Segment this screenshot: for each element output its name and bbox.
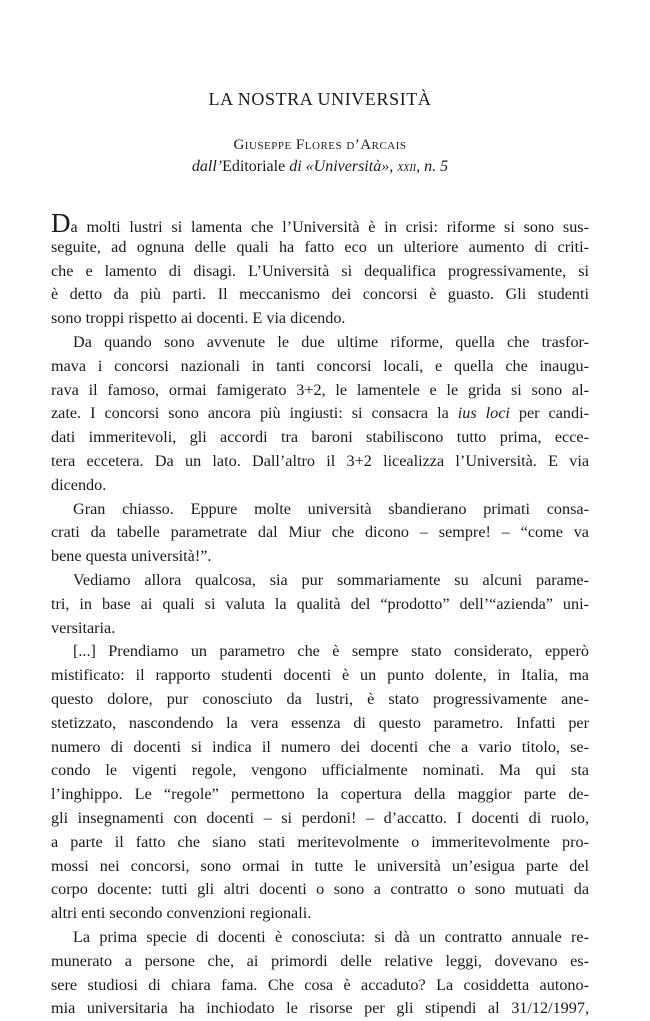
body-line: l’inghippo. Le “regole” permettono la copertura della maggior parte de- xyxy=(51,785,589,804)
source-number: , n. 5 xyxy=(416,158,449,175)
body-line: questo dolore, pur conosciuto da lustri, è stato progressivamente ane- xyxy=(51,689,589,708)
body-line: crati da tabelle parametrate dal Miur che dicono – sempre! – “come va xyxy=(51,523,589,542)
body-line: tri, in base ai quali si valuta la qualità del “prodotto” dell’“azienda” uni- xyxy=(51,594,589,613)
body-line: bene questa università!”. xyxy=(51,547,212,566)
body-line: stetizzato, nascondendo la vera essenza di questo parametro. Infatti per xyxy=(51,713,589,732)
body-line: mava i concorsi nazionali in tanti concorsi locali, e quella che inaugu- xyxy=(51,356,589,375)
body-line: zate. I concorsi sono ancora più ingiusti: si consacra la ius loci per candi- xyxy=(51,404,589,423)
body-line: numero di docenti si indica il numero dei docenti che a vario titolo, se- xyxy=(51,737,589,756)
body-line: tera eccetera. Da un lato. Dall’altro il 3+2 licealizza l’Università. E via xyxy=(51,451,589,470)
body-line: munerato a persone che, ai primordi delle relative leggi, dovevano es- xyxy=(51,951,589,970)
body-line: a parte il fatto che siano stati meritevolmente o immeritevolmente pro- xyxy=(51,832,589,851)
body-line: Gran chiasso. Eppure molte università sbandierano primati consa- xyxy=(73,499,589,518)
body-line: condo le vigenti regole, vengono ufficialmente nominati. Ma qui sta xyxy=(51,761,589,780)
body-line: [...] Prendiamo un parametro che è sempre stato considerato, epperò xyxy=(73,642,589,661)
body-line: dicendo. xyxy=(51,475,107,494)
body-line: Da molti lustri si lamenta che l’Università è in crisi: riforme si sono sus- xyxy=(51,208,589,238)
body-line: versitaria. xyxy=(51,618,116,637)
body-line: La prima specie di docenti è conosciuta: si dà un contratto annuale re- xyxy=(73,927,589,946)
body-line: Vediamo allora qualcosa, sia pur sommariamente su alcuni parame- xyxy=(73,570,589,589)
italic-phrase: ius loci xyxy=(457,404,510,423)
article-title: LA NOSTRA UNIVERSITÀ xyxy=(208,89,432,109)
body-line: Da quando sono avvenute le due ultime riforme, quella che trasfor- xyxy=(73,332,589,351)
source-main: Editoriale xyxy=(222,158,286,175)
source-volume: xxii xyxy=(397,160,417,175)
body-line: mistificato: il rapporto studenti docenti è un punto dolente, in Italia, ma xyxy=(51,666,589,685)
body-line: altri enti secondo convenzioni regionali. xyxy=(51,904,312,923)
source-journal: di «Università», xyxy=(285,158,398,175)
body-line: che e lamento di disagi. L’Università si dequalifica progressivamente, si xyxy=(51,261,589,280)
body-line: rava il famoso, ormai famigerato 3+2, le lamentele e le grida si sono al- xyxy=(51,380,589,399)
author-name: Giuseppe Flores d’Arcais xyxy=(233,137,407,153)
article-body xyxy=(51,208,589,1021)
body-line: sere studiosi di chiara fama. Che cosa è accaduto? La cosiddetta autono- xyxy=(51,975,589,994)
initial-letter: D xyxy=(51,208,71,238)
body-line: è detto da più parti. Il meccanismo dei concorsi è guasto. Gli studenti xyxy=(51,285,589,304)
body-line: seguite, ad ognuna delle quali ha fatto eco un ulteriore aumento di criti- xyxy=(51,237,589,256)
body-line: mia universitaria ha inchiodato le risorse per gli stipendi al 31/12/1997, xyxy=(51,999,589,1018)
source-line xyxy=(51,157,589,178)
body-line: mossi nei concorsi, sono ormai in tutte le università un’esigua parte del xyxy=(51,856,589,875)
body-line: sono troppi rispetto ai docenti. E via dicendo. xyxy=(51,309,346,328)
body-line: dati immeritevoli, gli accordi tra baroni stabiliscono tutto prima, ecce- xyxy=(51,428,589,447)
body-line: gli insegnamenti con docenti – si perdoni! – d’accatto. I docenti di ruolo, xyxy=(51,808,589,827)
body-line: corpo docente: tutti gli altri docenti o sono a contratto o sono mutuati da xyxy=(51,880,589,899)
source-prefix: dall’ xyxy=(191,158,223,175)
